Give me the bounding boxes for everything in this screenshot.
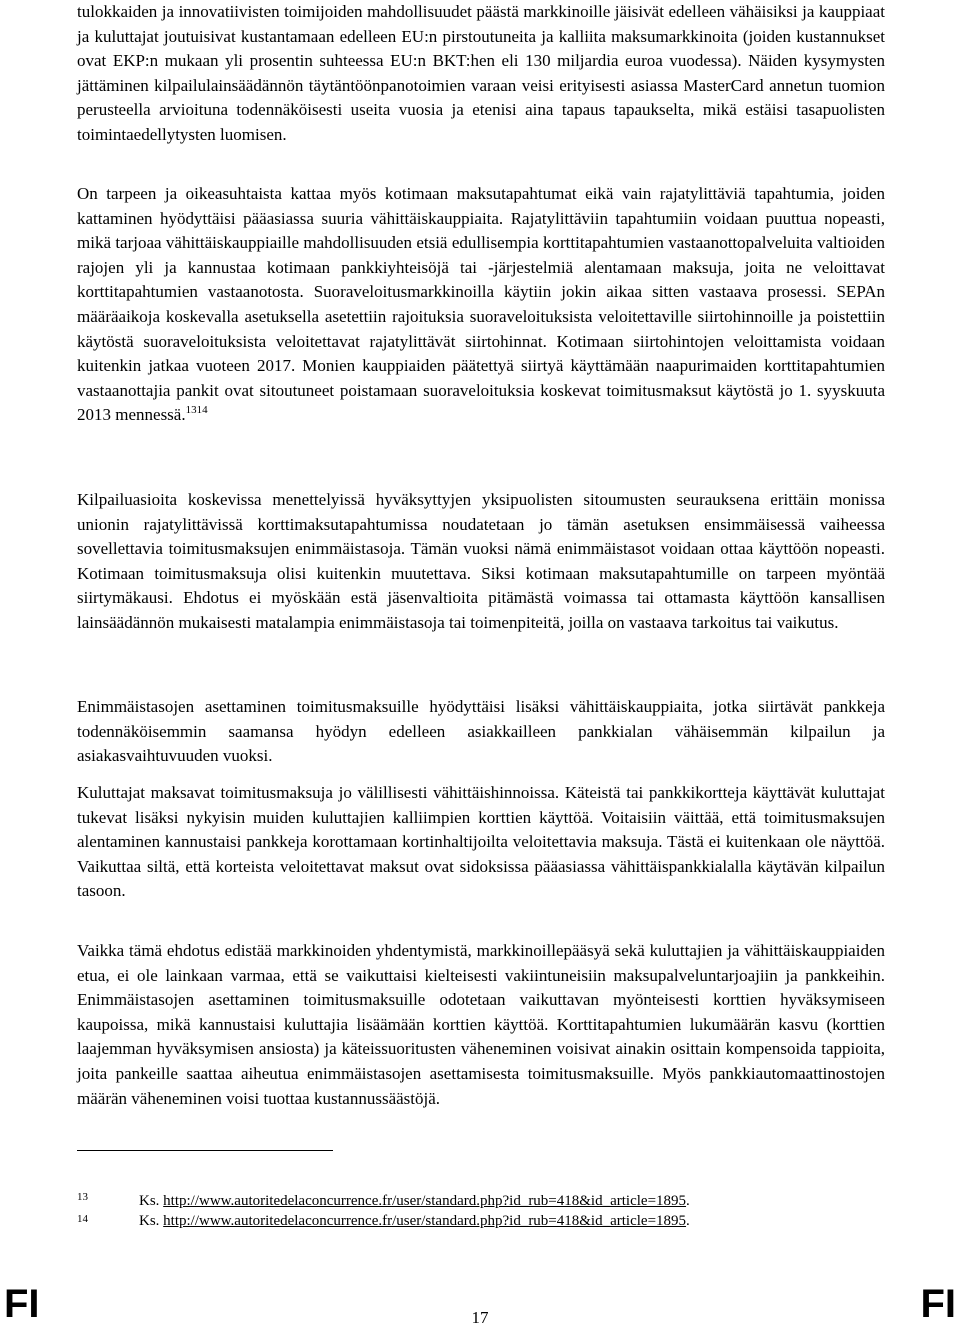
paragraph-2 xyxy=(77,182,885,428)
footer-language-right: FI xyxy=(920,1282,956,1326)
footer-language-left: FI xyxy=(4,1282,40,1326)
paragraph-1: tulokkaiden ja innovatiivisten toimijoiden mahdollisuudet päästä markkinoille jäisivät edelleen vähäisiksi ja kauppiaat ja kuluttajat joutuisivat kustantamaan edelleen EU:n pirstoutuneita ja kalliita maksumarkkinoita (joiden kustannukset ovat EKP:n mukaan yli prosentin suhteessa EU:n BKT:hen eli 130 miljardia euroa vuodessa). Näiden kysymysten jättäminen kilpailulainsäädännön täytäntöönpanotoimien varaan veisi erityisesti asiassa MasterCard annetun tuomion perusteella arvioituna todennäköisesti useita vuosia ja etenisi aina tapaus tapaukselta, mikä estäisi tasapuolisten toimintaedellytysten luomisen. xyxy=(77,2,885,144)
footnote-prefix: Ks. xyxy=(139,1213,164,1229)
paragraph-6: Vaikka tämä ehdotus edistää markkinoiden yhdentymistä, markkinoillepääsyä sekä kuluttajien ja vähittäiskauppiaiden etua, ei ole lainkaan varmaa, että se vaikuttaisi kielteisesti vakiintuneisiin maksupalveluntarjoajiin ja pankkeihin. Enimmäistasojen asettaminen toimitusmaksuille odotetaan vaikuttavan myönteisesti korttien hyväksymiseen kaupoissa, mikä kannustaisi kuluttajia lisäämään korttien käyttöä. Korttitapahtumien lukumäärän kasvu (korttien laajemman hyväksymisen ansiosta) ja käteissuoritusten väheneminen voisivat ainakin osittain kompensoida tappioita, joita pankeille saattaa aiheutua enimmäistasojen asettamisesta toimitusmaksuille. Myös pankkiautomaattinostojen määrän väheneminen voisi tuottaa kustannussäästöjä. xyxy=(77,941,885,1108)
page-number: 17 xyxy=(471,1308,489,1327)
footnote-number: 13 xyxy=(77,1191,88,1203)
paragraph-2-text: On tarpeen ja oikeasuhtaista kattaa myös kotimaan maksutapahtumat eikä vain rajatylittäviä tapahtumia, joiden kattaminen hyödyttäisi pääasiassa suuria vähittäiskauppiaita. Rajatylittäviin tapahtumiin voidaan puuttua nopeasti, mikä tarjoaa vähittäiskauppiaille mahdollisuuden etsiä edullisempia korttitapahtumien vastaanottopalveluita valtioiden rajojen yli ja kannustaa kotimaan pankkiyhteisöjä tai -järjestelmiä alentamaan maksuja, joita ne veloittavat korttitapahtumien vastaanotosta. Suoraveloitusmarkkinoilla käytiin jokin aikaa sitten vastaava prosessi. SEPAn määräaikoja koskevalla asetuksella asetettiin rajoituksia suoraveloituksista veloitettaville siirtohinnoille ja poistettiin käytöstä suoraveloituksista veloitettavat rajatylittävät siirtohinnat. Kotimaan siirtohintojen veloittamista voidaan kuitenkin jatkaa vuoteen 2017. Monien kauppiaiden päätettyä siirtyä käyttämään naapurimaiden korttitapahtumien vastaanottajia pankit ovat sitoutuneet poistamaan suoraveloituksia koskevat toimitusmaksut käytöstä jo 1. syyskuuta 2013 mennessä. xyxy=(77,184,885,425)
footnote-suffix: . xyxy=(686,1213,690,1229)
paragraph-3: Kilpailuasioita koskevissa menettelyissä hyväksyttyjen yksipuolisten sitoumusten seurauksena erittäin monissa unionin rajatylittävissä korttimaksutapahtumissa noudatetaan jo tämän asetuksen ensimmäisessä vaiheessa sovellettavia toimitusmaksujen enimmäistasoja. Tämän vuoksi nämä enimmäistasot voidaan ottaa käyttöön nopeasti. Kotimaan toimitusmaksuja olisi kuitenkin muutettava. Siksi kotimaan maksutapahtumille on tarpeen myöntää siirtymäkausi. Ehdotus ei myöskään estä jäsenvaltioita pitämästä voimassa tai ottamasta käyttöön kansallisen lainsäädännön mukaisesti matalampia enimmäistasoja tai toimenpiteitä, joilla on vastaava tarkoitus tai vaikutus. xyxy=(77,490,885,632)
paragraph-4: Enimmäistasojen asettaminen toimitusmaksuille hyödyttäisi lisäksi vähittäiskauppiaita, jotka siirtävät pankkeja todennäköisemmin saamansa hyödyn edelleen asiakkailleen pankkialan vähäisemmän kilpailun ja asiakasvaihtuvuuden vuoksi. xyxy=(77,697,885,766)
footnote-separator xyxy=(77,1150,333,1151)
footnote-reference: 1314 xyxy=(185,404,208,417)
footnote-number: 14 xyxy=(77,1213,88,1225)
footnote-prefix: Ks. xyxy=(139,1193,164,1209)
footnote-suffix: . xyxy=(686,1193,690,1209)
footnote-link[interactable]: http://www.autoritedelaconcurrence.fr/user/standard.php?id_rub=418&id_article=1895 xyxy=(163,1193,687,1209)
footnote-link[interactable]: http://www.autoritedelaconcurrence.fr/user/standard.php?id_rub=418&id_article=1895 xyxy=(163,1213,687,1229)
paragraph-5: Kuluttajat maksavat toimitusmaksuja jo välillisesti vähittäishinnoissa. Käteistä tai pankkikortteja käyttävät kuluttajat tukevat lisäksi nykyisin muiden kuluttajien kalliimpien korttien käyttöä. Voitaisiin väittää, että toimitusmaksujen alentaminen kannustaisi pankkeja korottamaan kortinhaltijoilta veloitettavia maksuja. Tästä ei kuitenkaan ole näyttöä. Vaikuttaa siltä, että korteista veloitettavat maksut ovat sidoksissa pääasiassa vähittäispankkialalla käytävän kilpailun tasoon. xyxy=(77,783,885,901)
